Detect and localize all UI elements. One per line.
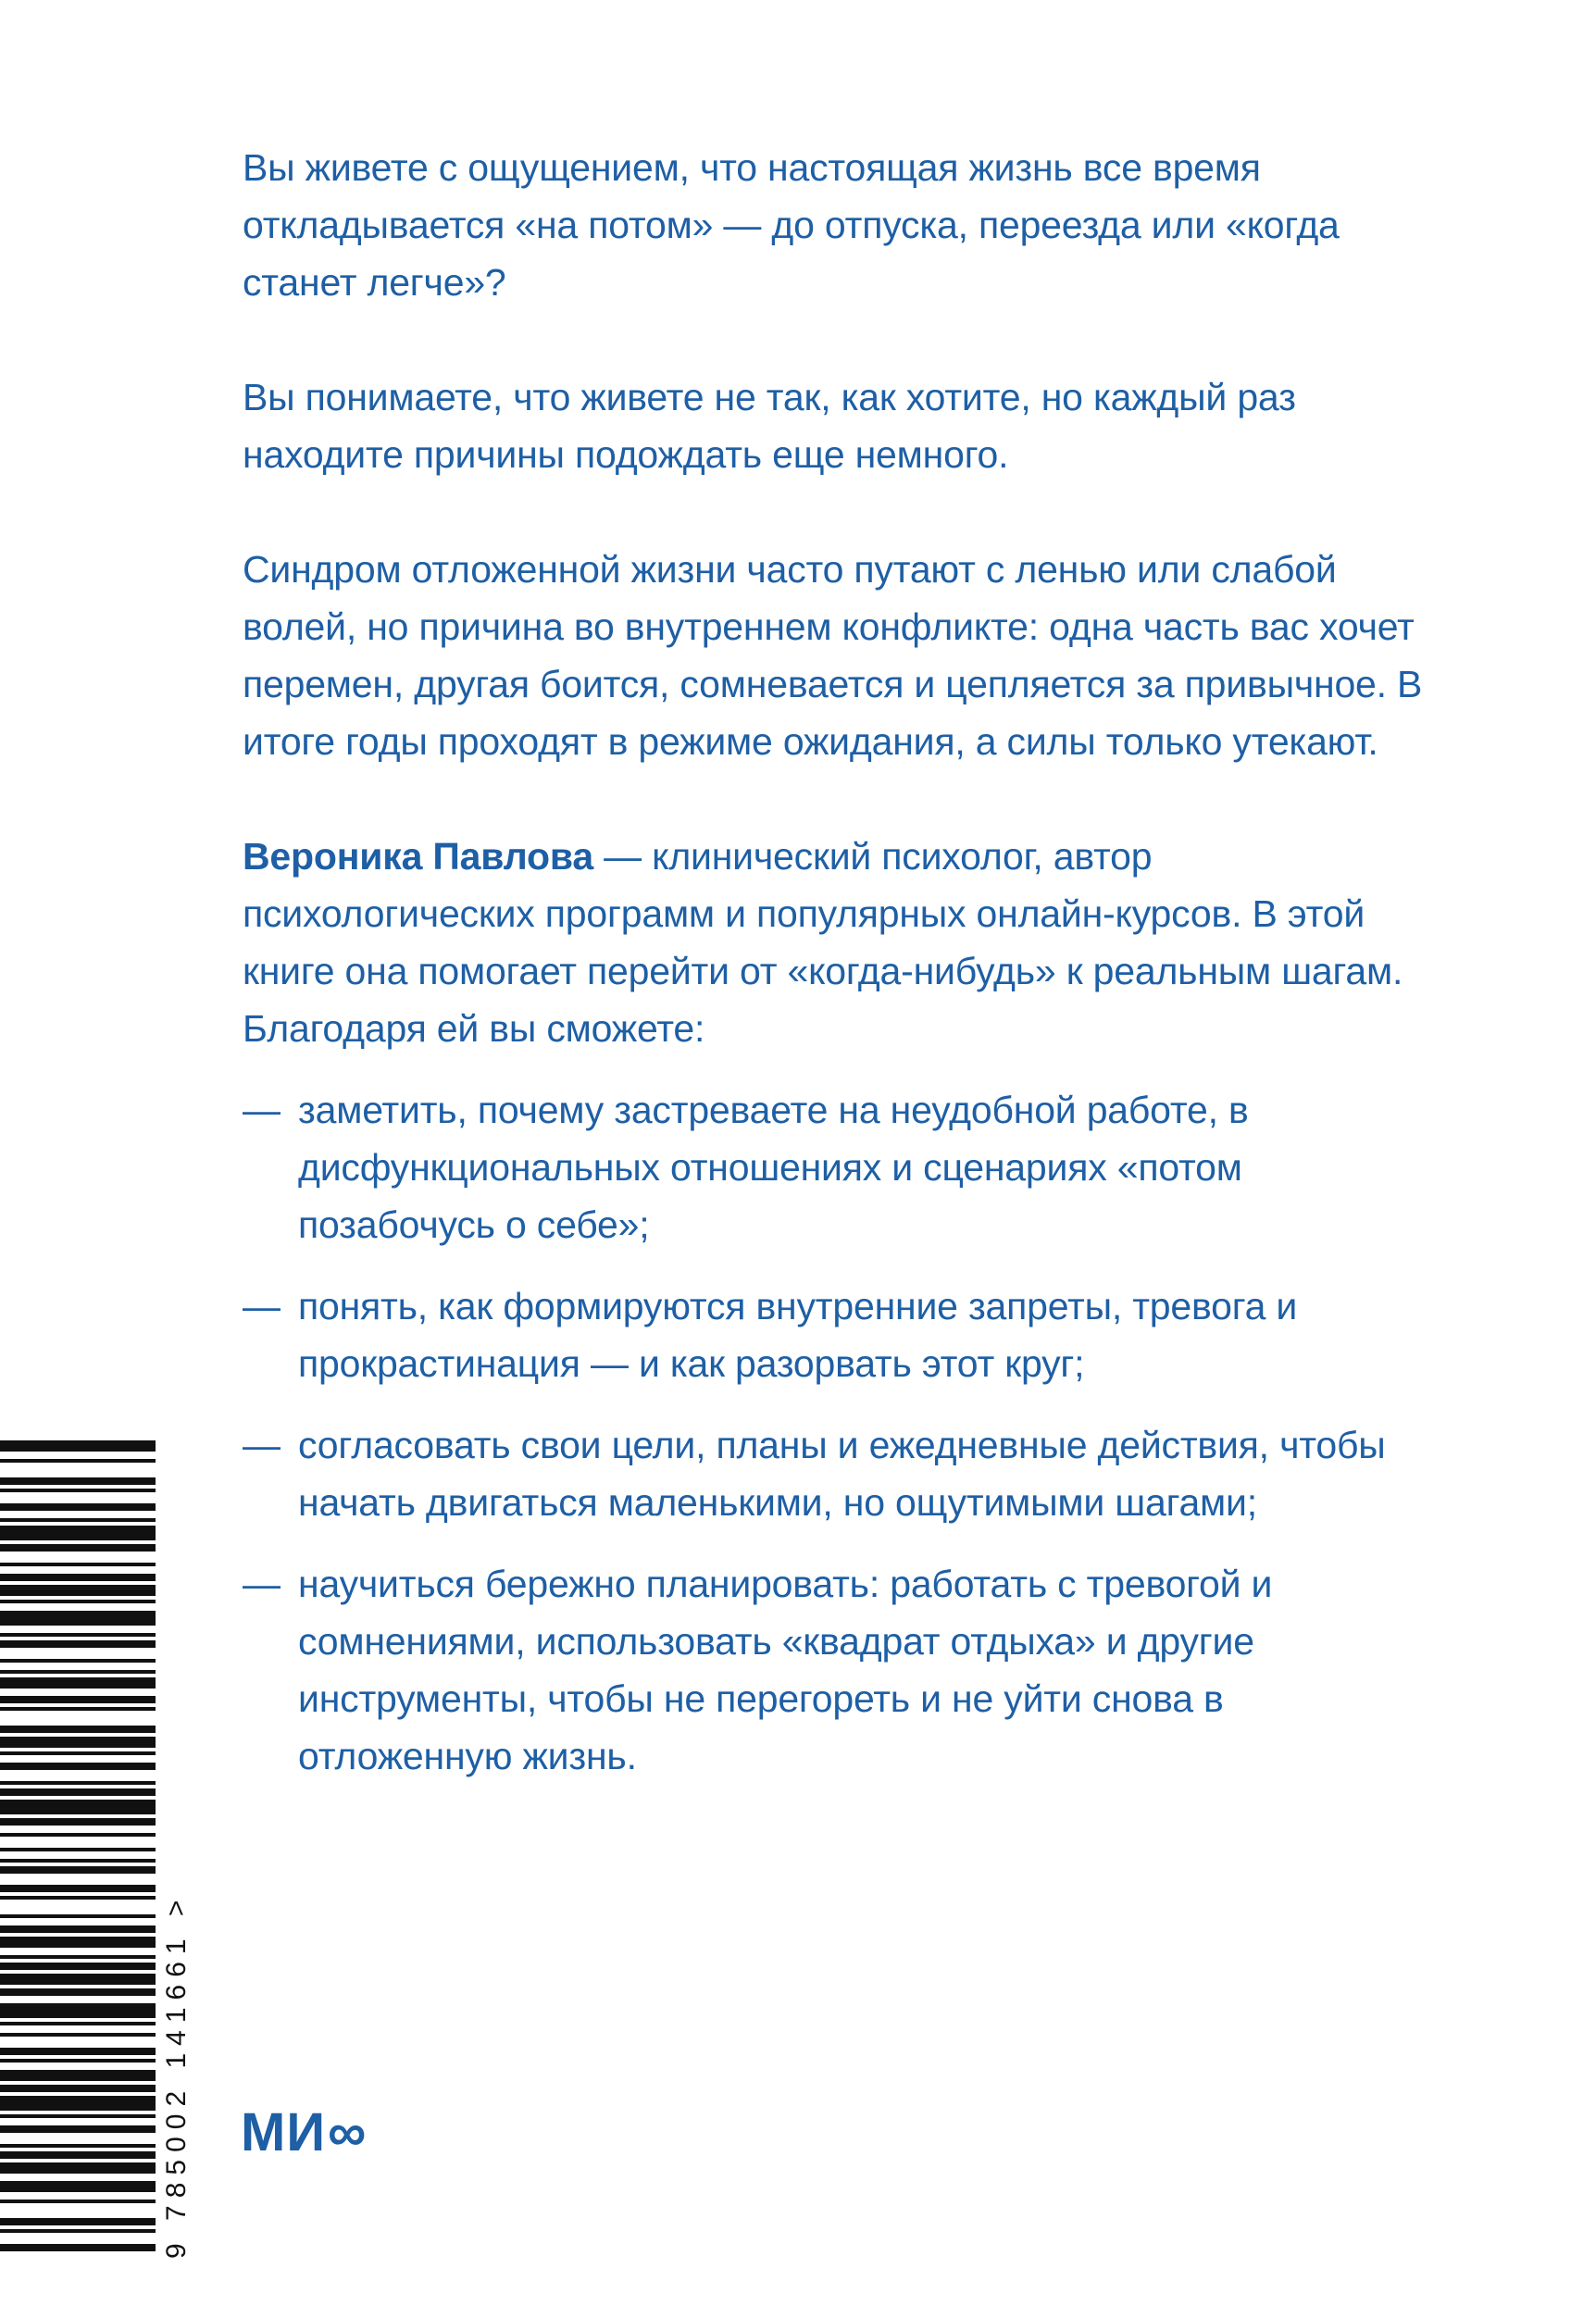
list-dash: — <box>243 1424 281 1466</box>
barcode-bar <box>0 1600 156 1603</box>
barcode-bar <box>0 2181 156 2192</box>
barcode-bar <box>0 2218 156 2225</box>
barcode-bar <box>0 1707 156 1711</box>
barcode-bar <box>0 2059 156 2063</box>
barcode-bar <box>0 2125 156 2133</box>
barcode-bar <box>0 2162 156 2174</box>
barcode-bar <box>0 2200 156 2203</box>
list-item <box>243 1081 1426 1253</box>
barcode-bar <box>0 1885 156 1892</box>
barcode-bar <box>0 1670 156 1674</box>
barcode-bar <box>0 1659 156 1663</box>
barcode-bar <box>0 1726 156 1733</box>
back-cover-copy <box>243 139 1426 1809</box>
barcode-bar <box>0 2033 156 2037</box>
infinity-icon: ∞ <box>328 2101 368 2162</box>
list-item <box>243 1277 1426 1392</box>
barcode-bar <box>0 1640 156 1648</box>
barcode-bar <box>0 1955 156 1959</box>
list-dash: — <box>243 1563 281 1605</box>
intro-paragraph-3: Синдром отложенной жизни часто путают с ленью или слабой волей, но причина во внутреннем конфликте: одна часть вас хочет перемен, другая боится, сомневается и цепляется за привычное. В итоге годы проходят в режиме ожидания, а силы только утекают. <box>243 548 1423 763</box>
barcode-bar <box>0 1963 156 1970</box>
barcode-bar <box>0 2096 156 2111</box>
barcode-bar <box>0 1788 156 1796</box>
barcode-bar <box>0 1859 156 1863</box>
barcode-bar <box>0 2048 156 2055</box>
barcode-bar <box>0 1526 156 1540</box>
list-dash: — <box>243 1285 281 1327</box>
barcode-bar <box>0 1833 156 1837</box>
list-item-text: согласовать свои цели, планы и ежедневные действия, чтобы начать двигаться маленькими, но ощутимыми шагами; <box>298 1424 1386 1524</box>
author-bio <box>243 828 1426 1057</box>
barcode-bar <box>0 1477 156 1485</box>
barcode-bar <box>0 1503 156 1511</box>
barcode-bar <box>0 2151 156 2159</box>
barcode-bar <box>0 1937 156 1948</box>
barcode-bar <box>0 1611 156 1626</box>
isbn-barcode <box>0 1440 185 2255</box>
barcode-bar <box>0 2244 156 2251</box>
barcode-bar <box>0 2085 156 2092</box>
barcode-bar <box>0 1677 156 1689</box>
barcode-bar <box>0 1800 156 1814</box>
intro-paragraph-1: Вы живете с ощущением, что настоящая жизнь все время откладывается «на потом» — до отпуска, переезда или «когда станет легче»? <box>243 146 1340 304</box>
list-item <box>243 1555 1426 1785</box>
barcode-bar <box>0 1925 156 1933</box>
publisher-logo-text: МИ <box>241 2101 327 2162</box>
barcode-bar <box>0 1737 156 1748</box>
barcode-bar <box>0 1563 156 1566</box>
barcode-bar <box>0 1585 156 1596</box>
isbn-number: 9 785002 141661 > <box>161 1892 192 2259</box>
list-dash: — <box>243 1089 281 1131</box>
list-item <box>243 1416 1426 1531</box>
author-name: Вероника Павлова <box>243 835 593 878</box>
barcode-bar <box>0 2003 156 2018</box>
barcode-bar <box>0 1440 156 1452</box>
barcode-bar <box>0 1633 156 1637</box>
barcode-bar <box>0 1896 156 1900</box>
list-item-text: научиться бережно планировать: работать с тревогой и сомнениями, использовать «квадрат отдыха» и другие инструменты, чтобы не перегореть и не уйти снова в отложенную жизнь. <box>298 1563 1273 1777</box>
barcode-bar <box>0 2114 156 2118</box>
publisher-logo <box>241 2101 368 2162</box>
barcode-bar <box>0 1544 156 1552</box>
barcode-bar <box>0 1518 156 1522</box>
barcode-bar <box>0 1781 156 1785</box>
barcode-bar <box>0 1914 156 1918</box>
barcode-bar <box>0 1848 156 1851</box>
barcode-bar <box>0 1974 156 1985</box>
barcode-bar <box>0 1818 156 1826</box>
barcode-bar <box>0 1751 156 1755</box>
barcode-bar <box>0 1988 156 1996</box>
barcode-bar <box>0 1866 156 1874</box>
barcode-bar <box>0 2070 156 2081</box>
barcode-bar <box>0 1696 156 1703</box>
benefits-list <box>243 1081 1426 1785</box>
barcode-bar <box>0 2144 156 2148</box>
barcode-bar <box>0 1489 156 1492</box>
barcode-bar <box>0 2022 156 2025</box>
list-item-text: понять, как формируются внутренние запреты, тревога и прокрастинация — и как разорвать этот круг; <box>298 1285 1298 1385</box>
list-item-text: заметить, почему застреваете на неудобной работе, в дисфункциональных отношениях и сценариях «потом позабочусь о себе»; <box>298 1089 1249 1246</box>
barcode-bar <box>0 1763 156 1770</box>
intro-paragraph-2: Вы понимаете, что живете не так, как хотите, но каждый раз находите причины подождать еще немного. <box>243 376 1296 476</box>
author-bio-text: — клинический психолог, автор психологических программ и популярных онлайн-курсов. В этой книге она помогает перейти от «когда-нибудь» к реальным шагам. Благодаря ей вы сможете: <box>243 835 1403 1050</box>
barcode-bar <box>0 1574 156 1581</box>
barcode-bar <box>0 1459 156 1463</box>
barcode-bar <box>0 2229 156 2233</box>
